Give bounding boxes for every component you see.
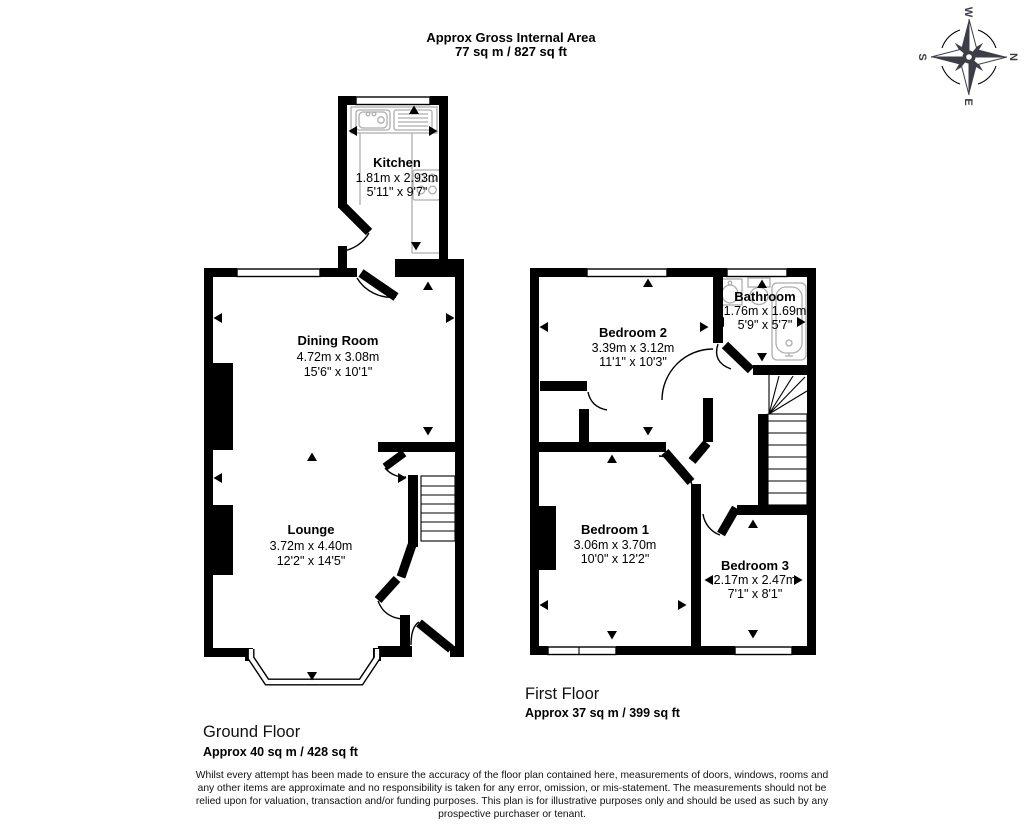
room-label-kitchen	[356, 155, 439, 199]
room-label-dining-room	[297, 333, 380, 379]
floor-name: First Floor	[525, 685, 600, 703]
bedroom1-window	[548, 647, 616, 655]
room-label-bathroom	[724, 289, 807, 332]
room-name: Bedroom 2	[599, 325, 667, 340]
header	[426, 30, 596, 59]
chimney-breast	[213, 363, 233, 450]
room-dims-metric: 2.17m x 2.47m	[713, 573, 797, 587]
room-name: Dining Room	[297, 333, 379, 348]
room-dims-imperial: 10'0" x 12'2"	[580, 552, 650, 566]
room-dims-imperial: 5'9" x 5'7"	[737, 318, 793, 332]
room-dims-metric: 3.39m x 3.12m	[591, 341, 675, 355]
bedroom3-window	[735, 647, 792, 655]
first-floor-plan	[525, 268, 816, 720]
room-dims-imperial: 11'1" x 10'3"	[599, 355, 667, 369]
kitchen-exterior-door	[342, 205, 369, 251]
chimney-breast	[539, 506, 556, 570]
room-dims-imperial: 7'1" x 8'1"	[727, 587, 783, 601]
floor-name: Ground Floor	[203, 723, 301, 741]
bedroom2-cupboard-door	[588, 392, 607, 410]
staircase	[768, 375, 807, 505]
room-name: Bathroom	[734, 289, 796, 304]
front-door	[411, 622, 451, 649]
room-dims-metric: 3.72m x 4.40m	[269, 539, 353, 553]
compass-e-label: E	[962, 98, 974, 106]
room-dims-metric: 1.81m x 2.93m	[355, 171, 439, 185]
disclaimer-line: prospective purchaser or tenant.	[438, 809, 586, 820]
dining-room-window	[237, 269, 320, 277]
room-dims-metric: 1.76m x 1.69m	[723, 304, 807, 318]
bedroom2-door	[662, 349, 713, 400]
floor-area: Approx 40 sq m / 428 sq ft	[203, 745, 358, 759]
compass-s-label: S	[916, 53, 928, 61]
room-label-bedroom2	[592, 325, 675, 369]
page-subtitle: 77 sq m / 827 sq ft	[455, 44, 567, 59]
compass-n-label: N	[1007, 53, 1019, 61]
ground-floor-plan	[203, 96, 464, 759]
bedroom3-door	[703, 508, 736, 535]
floor-area: Approx 37 sq m / 399 sq ft	[525, 706, 680, 720]
chimney-breast	[213, 505, 233, 575]
kitchen-to-dining-door	[357, 273, 396, 297]
compass-w-label: W	[962, 6, 974, 18]
room-label-lounge	[270, 522, 353, 568]
room-label-bedroom3	[714, 558, 797, 601]
room-label-bedroom1	[574, 522, 657, 566]
kitchen-window	[356, 97, 430, 105]
room-name: Bedroom 3	[721, 558, 789, 573]
room-dims-metric: 3.06m x 3.70m	[573, 538, 657, 552]
disclaimer-line: Whilst every attempt has been made to ensure the accuracy of the floor plan contained here, measurements of doors, windows, rooms and	[195, 770, 829, 781]
page-title: Approx Gross Internal Area	[426, 30, 596, 45]
room-name: Bedroom 1	[581, 522, 649, 537]
bedroom2-window	[587, 269, 667, 277]
room-dims-imperial: 12'2" x 14'5"	[276, 554, 346, 568]
first-floor-caption	[525, 685, 681, 720]
ground-floor-caption	[203, 723, 359, 759]
bathroom-door	[717, 344, 751, 370]
dining-to-hall-door	[385, 453, 406, 477]
room-name: Lounge	[287, 522, 335, 537]
stair-winders	[769, 375, 807, 414]
disclaimer-line: any other items are approximate and no responsibility is taken for any error, omission, or mis-statement. The measurements should not be	[197, 783, 827, 794]
room-dims-metric: 4.72m x 3.08m	[296, 350, 380, 364]
staircase	[421, 476, 455, 541]
bathroom-window	[727, 269, 787, 277]
lounge-to-hall-door	[378, 579, 402, 619]
room-dims-imperial: 5'11" x 9'7"	[366, 185, 428, 199]
kitchen-sink-icon	[351, 107, 437, 133]
compass-rose-icon	[916, 7, 1019, 106]
disclaimer	[196, 770, 829, 820]
room-dims-imperial: 15'6" x 10'1"	[303, 365, 373, 379]
room-name: Kitchen	[373, 155, 421, 170]
doors	[588, 344, 751, 535]
disclaimer-line: relied upon for valuation, transaction and/or funding purposes. This plan is for illustrative purposes only and should be used as such by any	[195, 796, 829, 807]
